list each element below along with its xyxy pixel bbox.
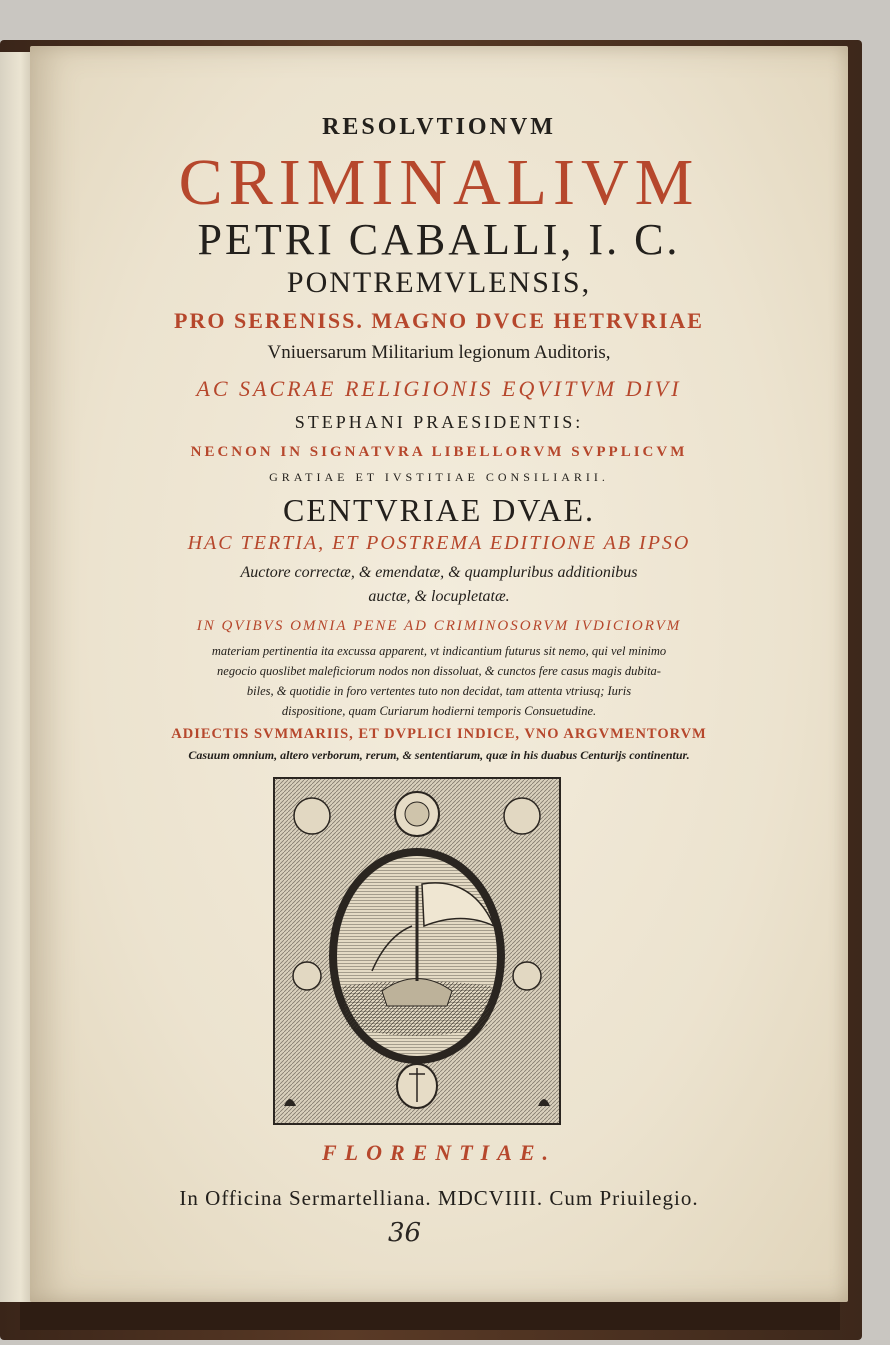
consiliarii-line: GRATIAE ET IVSTITIAE CONSILIARII. xyxy=(269,470,609,484)
order-line: AC SACRAE RELIGIONIS EQVITVM DIVI xyxy=(196,376,682,401)
author-name: PETRI CABALLI, I. C. xyxy=(197,215,681,264)
summaries-line: ADIECTIS SVMMARIIS, ET DVPLICI INDICE, VNO ARGVMENTORVM xyxy=(171,726,707,742)
description-line-4: dispositione, quam Curiarum hodierni temporis Consuetudine. xyxy=(281,704,597,718)
printers-device-woodcut xyxy=(272,776,562,1126)
title-line-criminalium: CRIMINALIVM xyxy=(178,146,700,219)
summaries-line-2: Casuum omnium, altero verborum, rerum, & sententiarum, quæ in his duabus Centurijs continentur. xyxy=(188,748,690,762)
correction-line: Auctore correctæ, & emendatæ, & quampluribus additionibus xyxy=(240,564,638,581)
centuriae-duae: CENTVRIAE DVAE. xyxy=(282,492,596,528)
order-line-2: STEPHANI PRAESIDENTIS: xyxy=(294,412,584,432)
office-line: Vniuersarum Militarium legionum Auditoris, xyxy=(267,342,611,363)
signatura-line: NECNON IN SIGNATVRA LIBELLORVM SVPPLICVM xyxy=(190,444,688,460)
correction-line-2: auctæ, & locupletatæ. xyxy=(368,588,510,605)
title-line-resolutionum: RESOLVTIONVM xyxy=(322,114,556,140)
handwritten-shelf-number: 36 xyxy=(388,1218,422,1248)
description-line-2: negocio quoslibet maleficiorum nodos non dissoluat, & cunctos fere casus magis dubita- xyxy=(217,664,661,678)
author-origin: PONTREMVLENSIS, xyxy=(286,266,592,299)
description-line-1: materiam pertinentia ita excussa apparent, vt indicantium futurus sit nemo, qui vel minimo xyxy=(211,644,667,658)
edition-line: HAC TERTIA, ET POSTREMA EDITIONE AB IPSO xyxy=(187,532,691,554)
description-line-3: biles, & quotidie in foro vertentes tuto non decidat, tam attenta vtriusq; Iuris xyxy=(246,684,632,698)
imprint-line: In Officina Sermartelliana. MDCVIIII. Cum Priuilegio. xyxy=(179,1186,699,1210)
patron-line: PRO SERENISS. MAGNO DVCE HETRVRIAE xyxy=(174,308,704,333)
contents-heading: IN QVIBVS OMNIA PENE AD CRIMINOSORVM IVDICIORVM xyxy=(196,618,682,634)
place-of-printing: FLORENTIAE. xyxy=(321,1140,557,1165)
